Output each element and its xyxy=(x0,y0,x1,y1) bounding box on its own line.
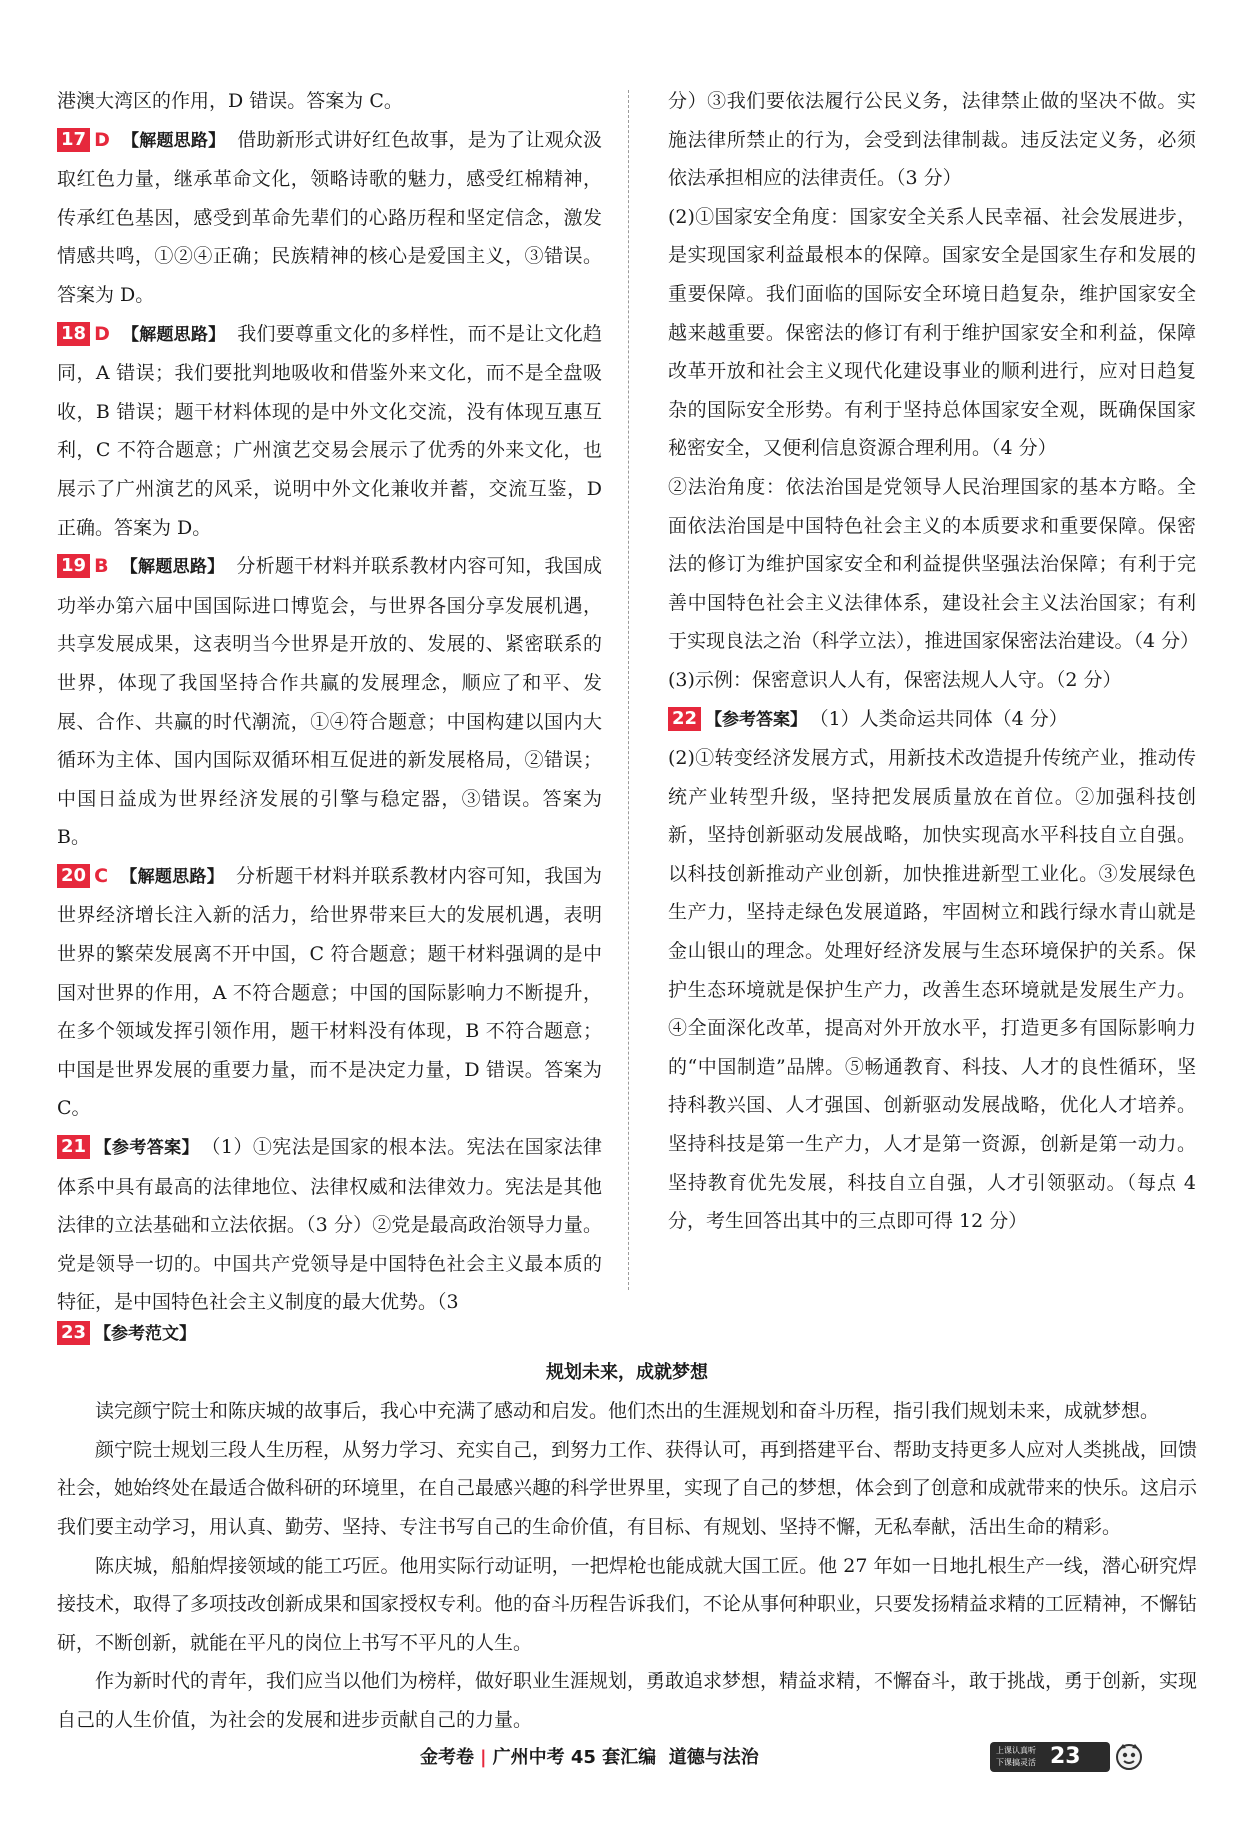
column-divider xyxy=(628,90,629,1290)
solution-text: 分析题干材料并联系教材内容可知，我国为世界经济增长注入新的活力，给世界带来巨大的发展机遇，表明世界的繁荣发展离不开中国，C 符合题意；题干材料强调的是中国对世界的作用，A 不符合题意；中国的国际影响力不断提升，在多个领域发挥引领作用，题干材料没有体现，B 不符合题意；中国是世界发展的重要力量，而不是决定力量，D 错误。答案为 C。 xyxy=(57,864,602,1120)
q22-part2: (2)①转变经济发展方式，用新技术改造提升传统产业，推动传统产业转型升级，坚持把发展质量放在首位。②加强科技创新，坚持创新驱动发展战略，加快实现高水平科技自立自强。以科技创新推动产业创新，加快推进新型工业化。③发展绿色生产力，坚持走绿色发展道路，牢固树立和践行绿水青山就是金山银山的理念。处理好经济发展与生态环境保护的关系。保护生态环境就是保护生产力，改善生态环境就是发展生产力。④全面深化改革，提高对外开放水平，打造更多有国际影响力的“中国制造”品牌。⑤畅通教育、科技、人才的良性循环，坚持科教兴国、人才强国、创新驱动发展战略，优化人才培养。坚持科技是第一生产力，人才是第一资源，创新是第一动力。坚持教育优先发展，科技自立自强，人才引领驱动。（每点 4 分，考生回答出其中的三点即可得 12 分） xyxy=(668,747,1196,1233)
essay-paragraph: 颜宁院士规划三段人生历程，从努力学习、充实自己，到努力工作、获得认可，再到搭建平台、帮助支持更多人应对人类挑战，回馈社会，她始终处在最适合做科研的环境里，在自己最感兴趣的科学世界里，实现了自己的梦想，体会到了创意和成就带来的快乐。这启示我们要主动学习，用认真、勤劳、坚持、专注书写自己的生命价值，有目标、有规划、坚持不懈，无私奉献，活出生命的精彩。 xyxy=(57,1438,1198,1538)
footer-title xyxy=(420,1738,759,1778)
answer-text: （1）①宪法是国家的根本法。宪法在国家法律体系中具有最高的法律地位、法律权威和法律效力。宪法是其他法律的立法基础和立法依据。（3 分）②党是最高政治领导力量。党是领导一切的。中国共产党领导是中国特色社会主义最本质的特征，是中国特色社会主义制度的最大优势。（3 xyxy=(57,1136,603,1314)
q21-part3: (3)示例：保密意识人人有，保密法规人人守。（2 分） xyxy=(668,668,1122,691)
solution-text: 分析题干材料并联系教材内容可知，我国成功举办第六届中国国际进口博览会，与世界各国分享发展机遇，共享发展成果，这表明当今世界是开放的、发展的、紧密联系的世界，体现了我国坚持合作共赢的发展理念，顺应了和平、发展、合作、共赢的时代潮流，①④符合题意；中国构建以国内大循环为主体、国内国际双循环相互促进的新发展格局，②错误；中国日益成为世界经济发展的引擎与稳定器，③错误。答案为 B。 xyxy=(57,555,602,849)
essay-paragraph: 陈庆城，船舶焊接领域的能工巧匠。他用实际行动证明，一把焊枪也能成就大国工匠。他 27 年如一日地扎根生产一线，潜心研究焊接技术，取得了多项技改创新成果和国家授权专利。他的奋斗历程告诉我们，不论从事何种职业，只要发扬精益求精的工匠精神，不懈钻研，不断创新，就能在平凡的岗位上书写不平凡的人生。 xyxy=(57,1554,1198,1654)
answer-letter: D xyxy=(94,128,110,151)
question-21-continued xyxy=(668,82,1200,700)
mascot-icon xyxy=(1113,1740,1145,1772)
question-20 xyxy=(57,857,602,1128)
footer-brand: 金考卷 xyxy=(420,1747,474,1768)
left-column xyxy=(57,82,602,1322)
essay-paragraph: 作为新时代的青年，我们应当以他们为榜样，做好职业生涯规划，勇敢追求梦想，精益求精，不懈奋斗，敢于挑战，勇于创新，实现自己的人生价值，为社会的发展和进步贡献自己的力量。 xyxy=(57,1670,1198,1731)
question-number-badge: 23 xyxy=(57,1321,90,1345)
essay-title: 规划未来，成就梦想 xyxy=(546,1361,708,1383)
question-22 xyxy=(668,700,1196,1241)
footer-subject: 道德与法治 xyxy=(668,1747,759,1768)
question-number-badge: 21 xyxy=(57,1135,90,1159)
solution-tag: 【解题思路】 xyxy=(121,130,226,151)
reference-answer-tag: 【参考答案】 xyxy=(705,709,808,730)
q21-part1-end: 分）③我们要依法履行公民义务，法律禁止做的坚决不做。实施法律所禁止的行为，会受到法律制裁。违反法定义务，必须依法承担相应的法律责任。（3 分） xyxy=(668,90,1196,190)
solution-tag: 【解题思路】 xyxy=(121,324,226,345)
q21-part2-security: (2)①国家安全角度：国家安全关系人民幸福、社会发展进步，是实现国家利益最根本的保障。国家安全是国家生存和发展的重要保障。我们面临的国际安全环境日趋复杂，维护国家安全越来越重要。保密法的修订有利于维护国家安全和利益，保障改革开放和社会主义现代化建设事业的顺利进行，应对日趋复杂的国际安全形势。有利于坚持总体国家安全观，既确保国家秘密安全，又便利信息资源合理利用。（4 分） xyxy=(668,205,1196,460)
reference-essay-tag: 【参考范文】 xyxy=(94,1324,197,1344)
reference-answer-tag: 【参考答案】 xyxy=(94,1138,200,1159)
footer-slogan: 上课认真听 下课搞灵活 xyxy=(996,1746,1036,1767)
question-number-badge: 17 xyxy=(57,128,90,152)
page-number: 23 xyxy=(1050,1744,1081,1769)
q22-part1: （1）人类命运共同体（4 分） xyxy=(819,707,1068,730)
question-21 xyxy=(57,1128,602,1322)
solution-text: 借助新形式讲好红色故事，是为了让观众汲取红色力量，继承革命文化，领略诗歌的魅力，感受红棉精神，传承红色基因，感受到革命先辈们的心路历程和坚定信念，激发情感共鸣，①②④正确；民族精神的核心是爱国主义，③错误。答案为 D。 xyxy=(57,128,602,306)
question-number-badge: 22 xyxy=(668,707,701,731)
essay-paragraph: 读完颜宁院士和陈庆城的故事后，我心中充满了感动和启发。他们杰出的生涯规划和奋斗历程，指引我们规划未来，成就梦想。 xyxy=(95,1400,1160,1423)
page-number-badge xyxy=(990,1742,1110,1772)
q21-part2-rule-of-law: ②法治角度：依法治国是党领导人民治理国家的基本方略。全面依法治国是中国特色社会主义的本质要求和重要保障。保密法的修订为维护国家安全和利益提供坚强法治保障；有利于完善中国特色社会主义法律体系，建设社会主义法治国家；有利于实现良法之治（科学立法），推进国家保密法治建设。（4 分） xyxy=(668,475,1200,653)
footer-series: 广州中考 45 套汇编 xyxy=(492,1747,657,1768)
answer-letter: C xyxy=(94,864,109,887)
right-column xyxy=(668,82,1200,1241)
question-18 xyxy=(57,315,602,548)
question-23-essay xyxy=(57,1314,1197,1740)
q16-tail: 港澳大湾区的作用，D 错误。答案为 C。 xyxy=(57,90,403,112)
solution-text: 我们要尊重文化的多样性，而不是让文化趋同，A 错误；我们要批判地吸收和借鉴外来文化，而不是全盘吸收，B 错误；题干材料体现的是中外文化交流，没有体现互惠互利，C 不符合题意；广州演艺交易会展示了优秀的外来文化，也展示了广州演艺的风采，说明中外文化兼收并蓄，交流互鉴，D 正确。答案为 D。 xyxy=(57,322,602,539)
page-footer xyxy=(0,1738,1250,1778)
question-19 xyxy=(57,547,602,857)
question-number-badge: 20 xyxy=(57,864,90,888)
question-number-badge: 19 xyxy=(57,554,90,578)
solution-tag: 【解题思路】 xyxy=(120,557,225,578)
answer-letter: B xyxy=(94,555,109,578)
question-17 xyxy=(57,121,602,315)
answer-letter: D xyxy=(94,322,110,345)
question-number-badge: 18 xyxy=(57,322,90,346)
footer-separator: | xyxy=(480,1747,487,1768)
solution-tag: 【解题思路】 xyxy=(120,866,224,887)
